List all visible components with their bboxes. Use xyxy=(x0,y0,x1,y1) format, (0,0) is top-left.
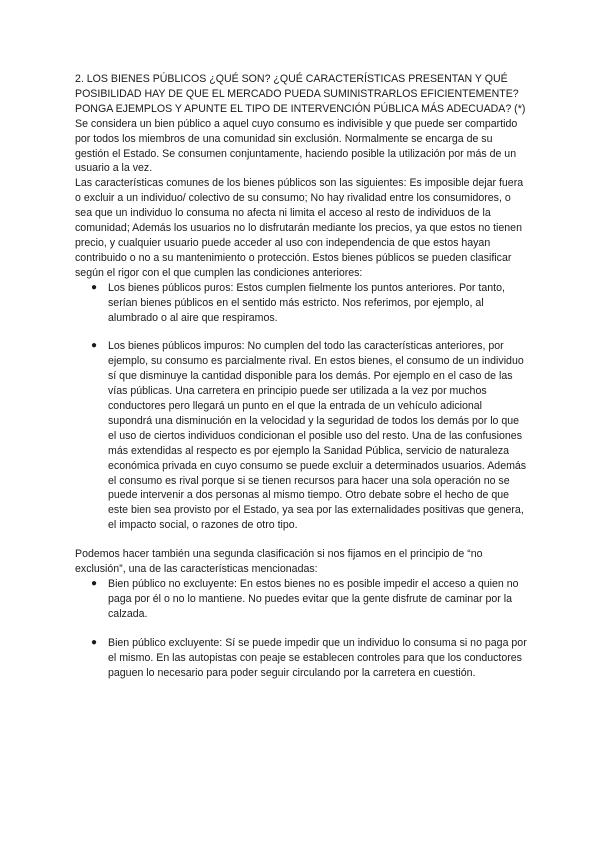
bullet-icon: ● xyxy=(90,578,98,589)
bullet-icon: ● xyxy=(90,636,98,648)
exclusion-list xyxy=(75,577,529,680)
list-item-text: Bien público no excluyente: En estos bienes no es posible impedir el acceso a quien no paga por él o no lo mantiene. No puedes evitar que la gente disfrute de caminar por la calzada. xyxy=(108,578,519,620)
list-item-pure-goods xyxy=(75,281,529,326)
classification-list xyxy=(75,281,529,534)
bullet-icon: ● xyxy=(90,281,98,293)
intro-paragraph: Se considera un bien público a aquel cuyo consumo es indivisible y que puede ser compartido por todos los miembros de una comunidad sin exclusión. Normalmente se encarga de su gestión el Estado. Se consumen conjuntamente, haciendo posible la utilización por más de un usuario a la vez. xyxy=(75,117,518,175)
list-item-impure-goods xyxy=(75,339,529,533)
list-item-non-excludable xyxy=(75,577,529,622)
list-item-text: Los bienes públicos puros: Estos cumplen fielmente los puntos anteriores. Por tanto, serían bienes públicos en el sentido más estricto. Nos referimos, por ejemplo, al alumbrado o al aire que respiramos. xyxy=(108,281,505,324)
list-item-text: Bien público excluyente: Sí se puede impedir que un individuo lo consuma si no paga por el mismo. En las autopistas con peaje se establecen controles para que los conductores paguen lo necesario para poder seguir circulando por la carretera en cuestión. xyxy=(108,636,527,679)
document-content xyxy=(75,72,529,680)
list-item-text: Los bienes públicos impuros: No cumplen del todo las características anteriores, por ejemplo, su consumo es parcialmente rival. En estos bienes, el consumo de un individuo sí que disminuye la cantidad disponible para los demás. Por ejemplo en el caso de las vías públicas. Una carretera en principio puede ser utilizada a la vez por muchos conductores pero llegará un punto en el que la entrada de un vehículo adicional supondrá una disminución en la velocidad y la seguridad de todos los demás por lo que el uso de ciertos individuos condicionan el posible uso del resto. Una de las confusiones más extendidas al respecto es por ejemplo la Sanidad Pública, servicio de naturaleza económica privada en cuyo consumo se puede excluir a determinados usuarios. Además el consumo es rival porque si se tienen recursos para hacer una sola operación no se puede intervenir a dos personas al mismo tiempo. Otro debate sobre el hecho de que este bien sea provisto por el Estado, ya sea por las externalidades positivas que genera, el impacto social, o razones de otro tipo. xyxy=(108,340,527,532)
list-item-excludable xyxy=(75,636,529,681)
bullet-icon: ● xyxy=(90,340,98,352)
second-classification-paragraph: Podemos hacer también una segunda clasificación si nos fijamos en el principio de “no exclusión”, una de las características mencionadas: xyxy=(75,548,483,576)
characteristics-paragraph: Las características comunes de los bienes públicos son las siguientes: Es imposible dejar fuera o excluir a un individuo/ colectivo de su consumo; No hay rivalidad entre los consumidores, o sea que un individuo lo consuma no afecta ni limita el acceso al resto de individuos de la comunidad; Además los usuarios no lo disfrutarán mediante los precios, ya que estos no tienen precio, y cualquier usuario puede acceder al uso con independencia de que estos hayan contribuido o no a su mantenimiento o protección. Estos bienes públicos se pueden clasificar según el rigor con el que cumplen las condiciones anteriores: xyxy=(75,177,524,279)
question-heading: 2. LOS BIENES PÚBLICOS ¿QUÉ SON? ¿QUÉ CARACTERÍSTICAS PRESENTAN Y QUÉ POSIBILIDAD HAY DE QUE EL MERCADO PUEDA SUMINISTRARLOS EFICIENTEMENTE? PONGA EJEMPLOS Y APUNTE EL TIPO DE INTERVENCIÓN PÚBLICA MÁS ADECUADA? (*) xyxy=(75,73,526,115)
